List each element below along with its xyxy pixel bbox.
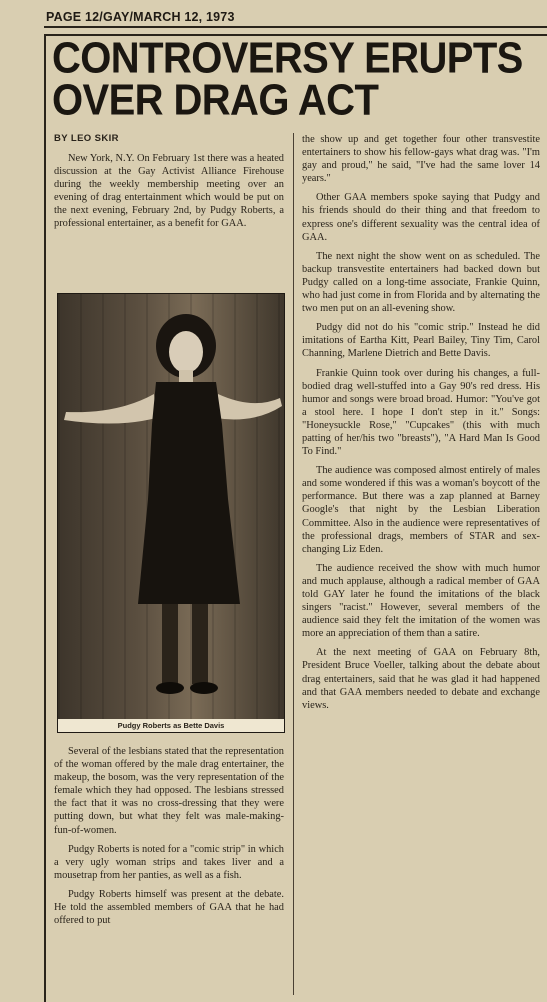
article-headline: CONTROVERSY ERUPTS OVER DRAG ACT bbox=[52, 34, 523, 125]
article-paragraph: the show up and get together four other transvestite entertainers to show his fellow-gays what drag was. "I'm gay and proud," he said, "I've had the same lover 14 years." bbox=[302, 134, 540, 185]
article-paragraph: Several of the lesbians stated that the representation of the woman offered by the male drag entertainer, the makeup, the bosom, was the very representation of the female which they had opposed. The lesbians stressed the fact that it was no cross-dressing that they were putting down, but what they felt was male-making-fun-of-women. bbox=[54, 746, 284, 836]
right-column bbox=[302, 133, 540, 718]
article-paragraph: The audience received the show with much humor and much applause, although a radical member of GAA told GAY later he found the imitations of the black singers "racist." However, several members of the audience said they felt the imitation of the women was more an appreciation of them than a satire. bbox=[302, 562, 540, 640]
photo-caption: Pudgy Roberts as Bette Davis bbox=[57, 719, 285, 733]
top-rule bbox=[44, 26, 547, 28]
article-paragraph: Pudgy did not do his "comic strip." Instead he did imitations of Eartha Kitt, Pearl Bailey, Tiny Tim, Carol Channing, Marlene Dietrich and Bette Davis. bbox=[302, 322, 540, 360]
left-column-bottom bbox=[54, 745, 284, 933]
article-paragraph: Other GAA members spoke saying that Pudgy and his friends should do their thing and that freedom to express one's different sexuality was the central idea of GAA. bbox=[302, 192, 540, 243]
column-divider bbox=[293, 133, 294, 995]
article-paragraph: New York, N.Y. On February 1st there was a heated discussion at the Gay Activist Alliance Firehouse during the weekly membership meeting over an evening of drag entertainment which would be put on the next evening, February 2nd, by Pudgy Roberts, a professional entertainer, as a benefit for GAA. bbox=[54, 153, 284, 230]
article-paragraph: The next night the show went on as scheduled. The backup transvestite entertainers had backed down but Pudgy called on a long-time associate, Frankie Quinn, who had just come in from Florida and by alternating the two men put on an all-evening show. bbox=[302, 250, 540, 315]
article-paragraph: Pudgy Roberts himself was present at the debate. He told the assembled members of GAA that he had offered to put bbox=[54, 888, 284, 927]
article-byline: BY LEO SKIR bbox=[54, 133, 119, 144]
article-paragraph: At the next meeting of GAA on February 8th, President Bruce Voeller, talking about the debate about drag entertainers, said that he was glad it had happened and that GAA members needed to debate and exchange views. bbox=[302, 647, 540, 711]
left-column-top bbox=[54, 152, 284, 237]
page-folio: PAGE 12/GAY/MARCH 12, 1973 bbox=[46, 10, 235, 24]
article-paragraph: The audience was composed almost entirely of males and some wondered if this was a woman's boycott of the performance. But there was a zap planned at Barney Google's that night by the Lesbian Liberation Committee. Also in the audience were representatives of the professional drags, members of STAR and sex-changing Liz Eden. bbox=[302, 465, 540, 555]
performer-figure bbox=[58, 294, 284, 719]
article-photo bbox=[57, 293, 285, 720]
article-paragraph: Frankie Quinn took over during his changes, a full-bodied drag well-stuffed into a Gay 90's red dress. His humor and songs were broad broad. Humor: "You've got a stool here. I hope I don't step in it." Songs: "Honeysuckle Rose," "Cupcakes" (this with much patting of her/his two "breasts"), "A Hard Man Is Good To Find." bbox=[302, 367, 540, 458]
article-paragraph: Pudgy Roberts is noted for a "comic strip" in which a very ugly woman strips and takes liver and a mousetrap from her panties, as well as a fish. bbox=[54, 843, 284, 881]
